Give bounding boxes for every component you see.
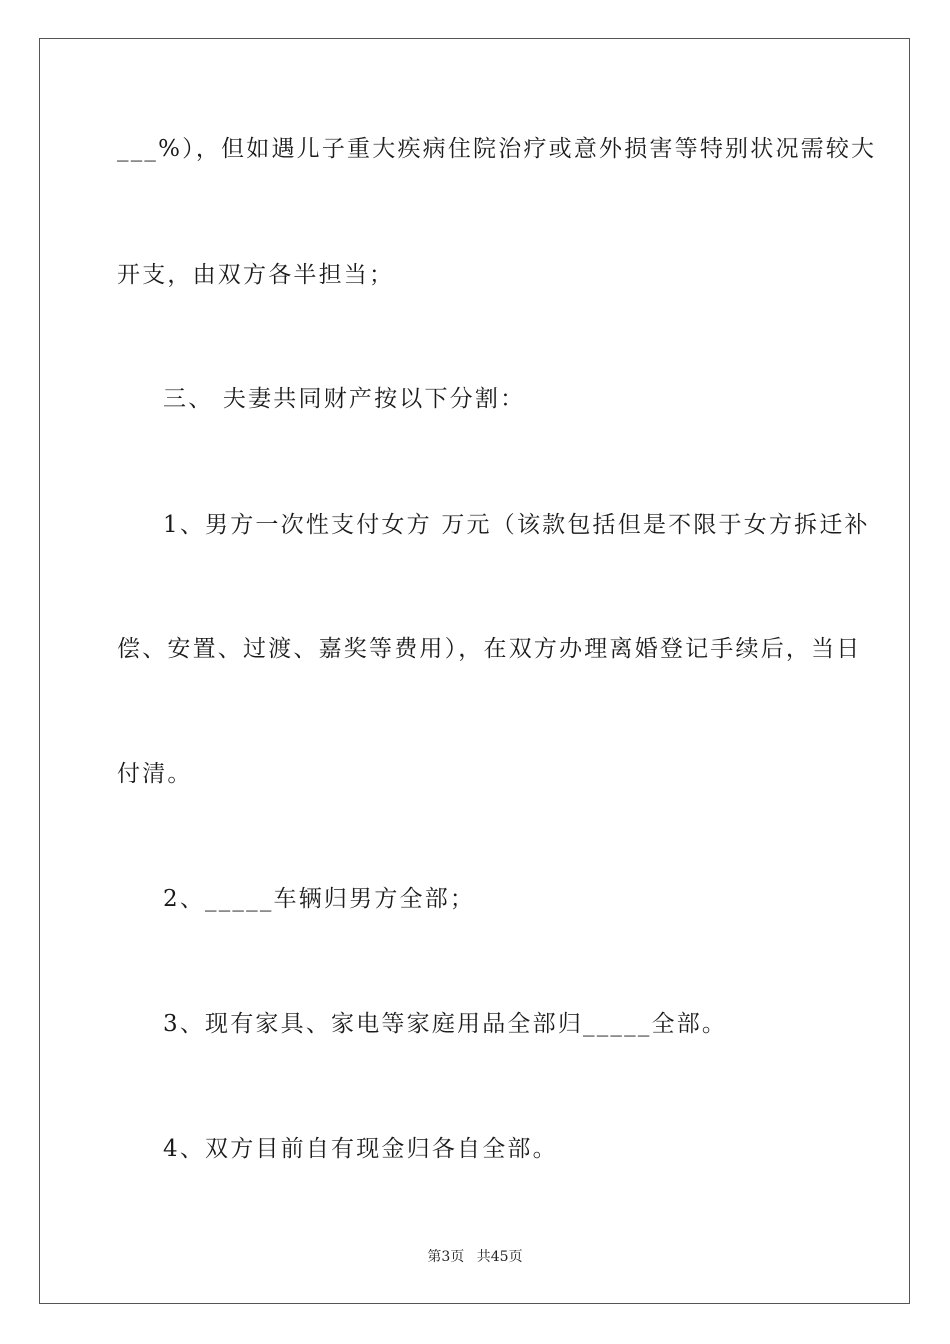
- text-line-2: 开支，由双方各半担当；: [117, 262, 395, 288]
- text-line-item-1: 1、男方一次性支付女方 万元（该款包括但是不限于女方拆迁补: [163, 512, 870, 538]
- text-line-item-4: 4、双方目前自有现金归各自全部。: [163, 1136, 558, 1162]
- page-footer: [0, 1248, 950, 1266]
- page-total: 共45页: [476, 1249, 523, 1265]
- text-line-1: ___%），但如遇儿子重大疾病住院治疗或意外损害等特别状况需较大: [117, 136, 877, 162]
- text-line-item-3: 3、现有家具、家电等家庭用品全部归_____全部。: [163, 1011, 728, 1037]
- section-heading-3: 三、 夫妻共同财产按以下分割：: [163, 386, 526, 412]
- page-number: 第3页: [427, 1249, 465, 1265]
- page-border: [39, 38, 910, 1304]
- text-line-item-1-cont: 偿、安置、过渡、嘉奖等费用），在双方办理离婚登记手续后，当日: [117, 636, 862, 662]
- text-line-item-1-end: 付清。: [117, 761, 193, 787]
- text-line-item-2: 2、_____车辆归男方全部；: [163, 886, 476, 912]
